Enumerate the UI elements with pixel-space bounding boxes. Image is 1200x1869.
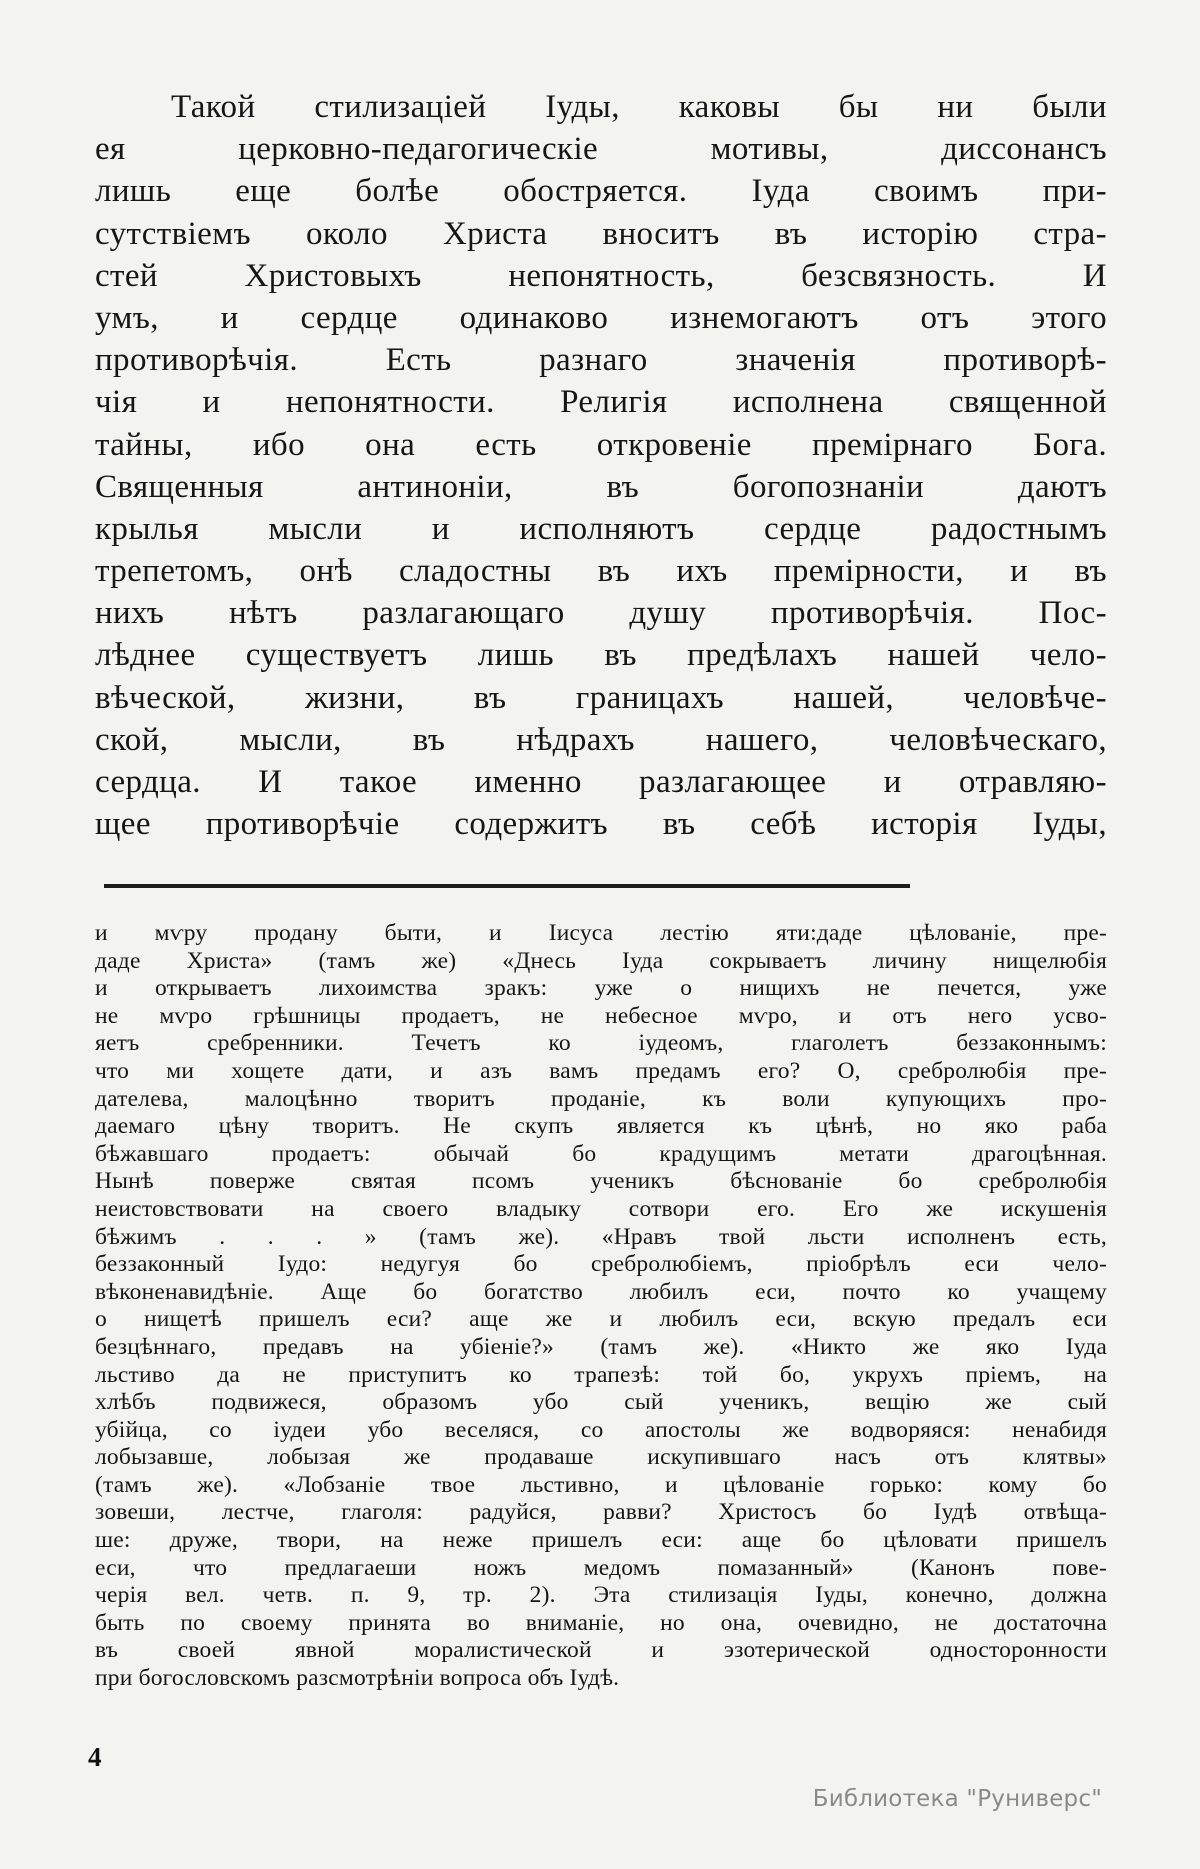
footnote-line: хлѣбъ подвижеся, образомъ убо сый ученикъ, вещію же сый <box>95 1389 1107 1416</box>
main-text-line: крылья мысли и исполняютъ сердце радостнымъ <box>95 510 1107 547</box>
main-text-paragraph <box>95 86 1107 845</box>
footnote-line: убійца, со іудеи убо веселяся, со апостолы же водворяяся: ненабидя <box>95 1416 1107 1443</box>
footnote-line: вѣконенавидѣніе. Аще бо богатство любилъ еси, почто ко учащему <box>95 1278 1107 1305</box>
footnote-line: и мѵру продану быти, и Іисуса лестію яти:даде цѣлованіе, пре- <box>95 920 1107 946</box>
main-text-line: Священныя антиноніи, въ богопознаніи даютъ <box>95 468 1107 505</box>
footnote-line: зовеши, лестче, глаголя: радуйся, равви? Христосъ бо Іудѣ отвѣща- <box>95 1499 1107 1526</box>
main-text-line: лишь еще болѣе обостряется. Іуда своимъ при- <box>95 173 1107 210</box>
footnote-line: даемаго цѣну творитъ. Не скупъ является къ цѣнѣ, но яко раба <box>95 1113 1107 1140</box>
main-text-line: сутствіемъ около Христа вноситъ въ исторію стра- <box>95 215 1107 252</box>
footnote-line: что ми хощете дати, и азъ вамъ предамъ его? О, сребролюбія пре- <box>95 1057 1107 1084</box>
footnote-line: о нищетѣ пришелъ еси? аще же и любилъ еси, вскую предалъ еси <box>95 1306 1107 1333</box>
main-text-line: ея церковно-педагогическіе мотивы, диссонансъ <box>95 131 1107 168</box>
footnote-line: не мѵро грѣшницы продаетъ, не небесное мѵро, и отъ него усво- <box>95 1002 1107 1029</box>
main-text-line: лѣднее существуетъ лишь въ предѣлахъ нашей чело- <box>95 637 1107 674</box>
page-number: 4 <box>88 1742 102 1772</box>
main-text-line: чія и непонятности. Религія исполнена священной <box>95 384 1107 421</box>
library-watermark: Библиотека "Руниверс" <box>812 1786 1102 1812</box>
main-text-line: нихъ нѣтъ разлагающаго душу противорѣчія. Пос- <box>95 595 1107 632</box>
footnote-line: въ своей явной моралистической и эзотерической односторонности <box>95 1637 1107 1664</box>
footnote-line: (тамъ же). «Лобзаніе твое льстивно, и цѣлованіе горько: кому бо <box>95 1471 1107 1498</box>
footnote-line: яетъ сребренники. Течетъ ко іудеомъ, глаголетъ беззаконнымъ: <box>95 1030 1107 1057</box>
footnote-line: даде Христа» (тамъ же) «Днесь Іуда сокрываетъ личину нищелюбія <box>95 947 1107 974</box>
footnote-line: неистовствовати на своего владыку сотвори его. Его же искушенія <box>95 1195 1107 1222</box>
footnote-line: и открываетъ лихоимства зракъ: уже о нищихъ не печется, уже <box>95 975 1107 1002</box>
main-text-line: стей Христовыхъ непонятность, безсвязность. И <box>95 257 1107 294</box>
main-text-line: трепетомъ, онѣ сладостны въ ихъ премірности, и въ <box>95 553 1107 590</box>
footnote-line: черія вел. четв. п. 9, тр. 2). Эта стилизація Іуды, конечно, должна <box>95 1582 1107 1609</box>
footnote-line: бѣжавшаго продаетъ: обычай бо крадущимъ метати драгоцѣнная. <box>95 1140 1107 1167</box>
main-text-line: ской, мысли, въ нѣдрахъ нашего, человѣческаго, <box>95 721 1107 758</box>
footnote-line: бѣжимъ . . . » (тамъ же). «Нравъ твой льсти исполненъ есть, <box>95 1223 1107 1250</box>
footnote-text <box>95 920 1107 1693</box>
main-text-line: тайны, ибо она есть откровеніе премірнаго Бога. <box>95 426 1107 463</box>
footnote-line: беззаконный Іудо: недугуя бо сребролюбіемъ, пріобрѣлъ еси чело- <box>95 1251 1107 1278</box>
main-text-line: противорѣчія. Есть разнаго значенія противорѣ- <box>95 342 1107 379</box>
footnote-line: ше: друже, твори, на неже пришелъ еси: аще бо цѣловати пришелъ <box>95 1527 1107 1554</box>
main-text-line: щее противорѣчіе содержитъ въ себѣ исторія Іуды, <box>95 806 1107 843</box>
main-text-line: вѣческой, жизни, въ границахъ нашей, человѣче- <box>95 679 1107 716</box>
footnote-line: льстиво да не приступитъ ко трапезѣ: той бо, укрухъ пріемъ, на <box>95 1361 1107 1388</box>
footnote-line: Нынѣ поверже святая псомъ ученикъ бѣснованіе бо сребролюбія <box>95 1168 1107 1195</box>
footnote-line: быть по своему принята во вниманіе, но она, очевидно, не достаточна <box>95 1609 1107 1636</box>
footnote-line: при богословскомъ разсмотрѣніи вопроса объ Іудѣ. <box>95 1665 620 1692</box>
footnote-line: еси, что предлагаеши ножъ медомъ помазанный» (Канонъ пове- <box>95 1554 1107 1581</box>
footnote-line: дателева, малоцѣнно творитъ проданіе, къ воли купующихъ про- <box>95 1085 1107 1112</box>
main-text-line: умъ, и сердце одинаково изнемогаютъ отъ этого <box>95 299 1107 336</box>
main-text-line: сердца. И такое именно разлагающее и отравляю- <box>95 764 1107 800</box>
footnote-separator <box>104 884 910 888</box>
footnote-line: лобызавше, лобызая же продаваше искупившаго насъ отъ клятвы» <box>95 1444 1107 1471</box>
main-text-line: Такой стилизаціей Іуды, каковы бы ни были <box>171 89 1107 125</box>
footnote-line: безцѣннаго, предавъ на убіеніе?» (тамъ же). «Никто же яко Іуда <box>95 1333 1107 1360</box>
